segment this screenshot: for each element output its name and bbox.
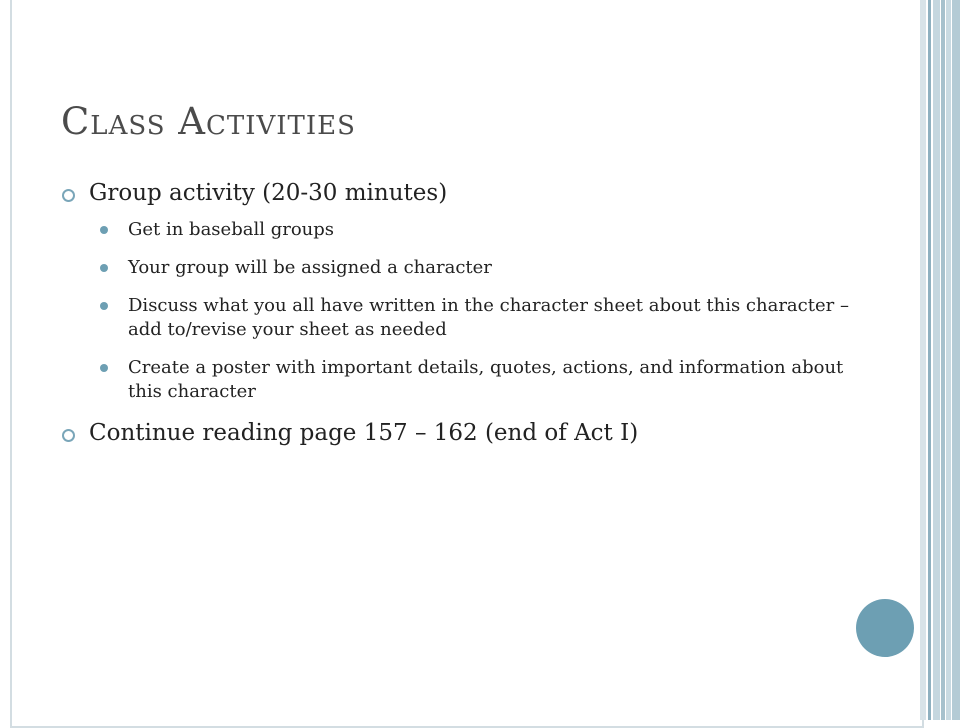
right-decor-stripe-3 <box>933 0 940 720</box>
sub-bullet-text: Create a poster with important details, quotes, actions, and information about this character <box>128 357 844 402</box>
right-decor-stripe-6 <box>952 0 960 720</box>
right-decor-stripe-4 <box>941 0 945 720</box>
ring-bullet-icon <box>62 429 75 442</box>
sub-bullet-item <box>100 256 852 280</box>
dot-bullet-icon <box>100 226 108 234</box>
accent-circle <box>856 599 914 657</box>
ring-bullet-icon <box>62 189 75 202</box>
sub-bullet-item <box>100 218 852 242</box>
bullet-text: Continue reading page 157 – 162 (end of Act I) <box>89 420 639 446</box>
right-decor-stripe-2 <box>928 0 931 720</box>
right-decor-stripe-1 <box>920 0 926 720</box>
sub-bullet-text: Your group will be assigned a character <box>128 257 492 278</box>
dot-bullet-icon <box>100 264 108 272</box>
sub-bullet-item <box>100 294 852 342</box>
sub-bullet-list <box>100 218 852 404</box>
bullet-continue-reading <box>62 418 852 448</box>
slide-content <box>62 178 852 448</box>
sub-bullet-text: Get in baseball groups <box>128 219 335 240</box>
bullet-group-activity <box>62 178 852 208</box>
right-decor-stripe-5 <box>946 0 951 720</box>
dot-bullet-icon <box>100 364 108 372</box>
sub-bullet-item <box>100 356 852 404</box>
bullet-text: Group activity (20-30 minutes) <box>89 180 448 206</box>
slide-title: Class Activities <box>61 100 356 143</box>
sub-bullet-text: Discuss what you all have written in the character sheet about this character – add to/revise your sheet as needed <box>128 295 849 340</box>
dot-bullet-icon <box>100 302 108 310</box>
